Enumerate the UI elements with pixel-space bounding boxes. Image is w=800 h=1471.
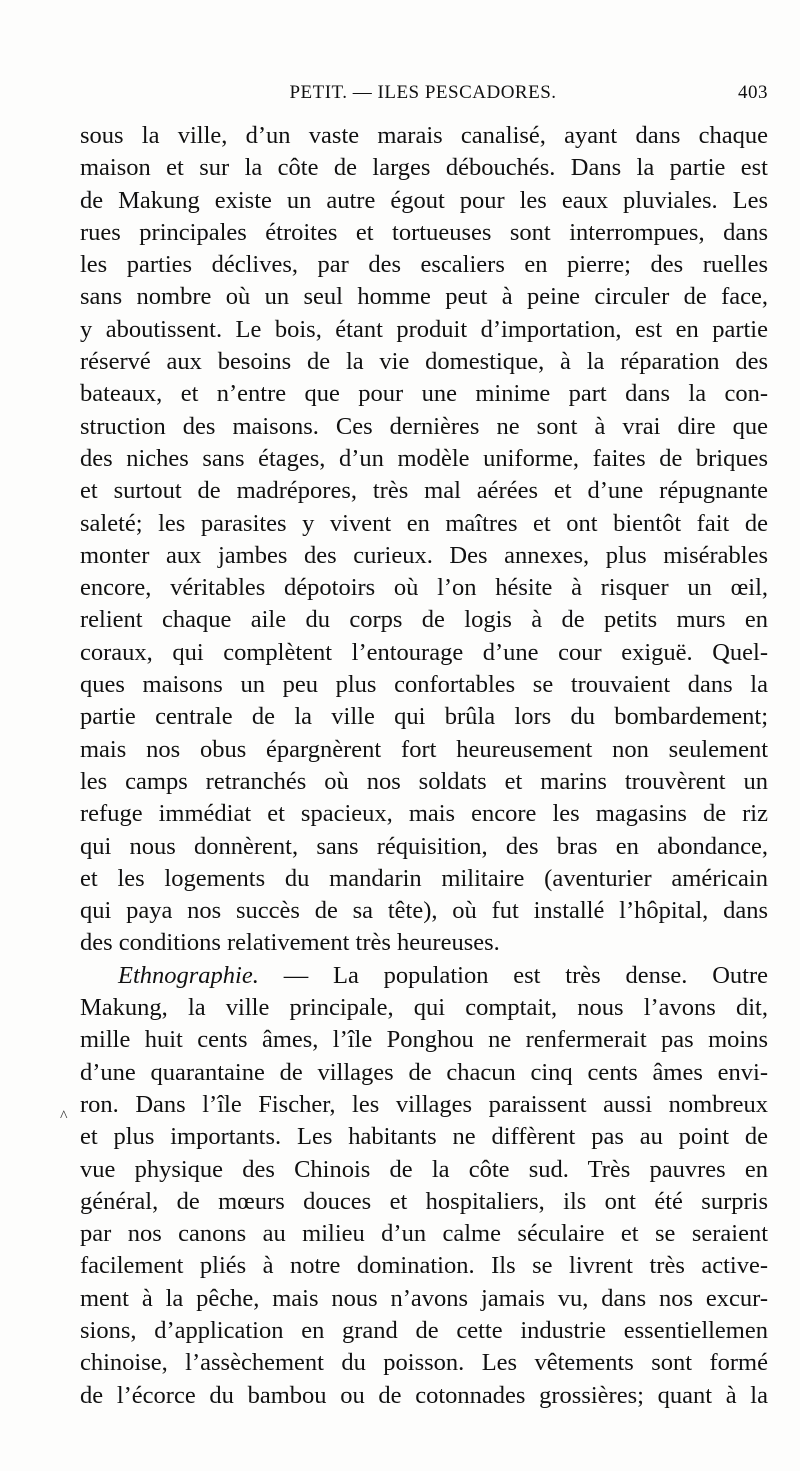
text-line: ment à la pêche, mais nous n’avons jamais vu, dans nos excur- [80,1284,768,1312]
section-heading: Ethnographie. [118,961,259,989]
text-line: des conditions relativement très heureuses. [80,929,500,957]
text-line: sans nombre où un seul homme peut à peine circuler de face, [80,283,768,311]
text-line: Makung, la ville principale, qui comptait, nous l’avons dit, [80,994,768,1022]
text-line: d’une quarantaine de villages de chacun cinq cents âmes envi- [80,1058,768,1086]
text-line: encore, véritables dépotoirs où l’on hésite à risquer un œil, [80,574,768,602]
text-line: qui paya nos succès de sa tête), où fut installé l’hôpital, dans [80,897,768,925]
text-line: maison et sur la côte de larges débouchés. Dans la partie est [80,154,768,182]
text-line: de l’écorce du bambou ou de cotonnades grossières; quant à la [80,1381,768,1409]
text-line: vue physique des Chinois de la côte sud. Très pauvres en [80,1155,768,1183]
margin-mark: ^ [60,1108,68,1125]
text-line: qui nous donnèrent, sans réquisition, des bras en abondance, [80,832,768,860]
text-line: et plus importants. Les habitants ne diffèrent pas au point de [80,1123,768,1151]
text-line: saleté; les parasites y vivent en maîtres et ont bientôt fait de [80,509,768,537]
text-line: struction des maisons. Ces dernières ne sont à vrai dire que [80,412,768,440]
text-line: ques maisons un peu plus confortables se trouvaient dans la [80,671,768,699]
text-line: les camps retranchés où nos soldats et marins trouvèrent un [80,767,768,795]
heading-rest-text: — La population est très dense. Outre [258,961,768,989]
text-line: chinoise, l’assèchement du poisson. Les vêtements sont formé [80,1349,768,1377]
text-line: ron. Dans l’île Fischer, les villages paraissent aussi nombreux [80,1090,768,1118]
running-header [78,82,768,110]
text-line: et surtout de madrépores, très mal aérées et d’une répugnante [80,477,768,505]
page-number: 403 [738,82,768,103]
text-line: général, de mœurs douces et hospitaliers, ils ont été surpris [80,1187,768,1215]
text-line: les parties déclives, par des escaliers en pierre; des ruelles [80,251,768,279]
text-line: de Makung existe un autre égout pour les eaux pluviales. Les [80,186,768,214]
text-line: monter aux jambes des curieux. Des annexes, plus misérables [80,541,768,569]
text-line: sions, d’application en grand de cette industrie essentiellemen [80,1316,768,1344]
text-line: refuge immédiat et spacieux, mais encore les magasins de riz [80,800,768,828]
text-line: y aboutissent. Le bois, étant produit d’importation, est en partie [80,315,768,343]
text-line: mille huit cents âmes, l’île Ponghou ne renfermerait pas moins [80,1026,768,1054]
text-line: relient chaque aile du corps de logis à de petits murs en [80,606,768,634]
text-line: des niches sans étages, d’un modèle uniforme, faites de briques [80,444,768,472]
text-line: bateaux, et n’entre que pour une minime part dans la con- [80,380,768,408]
text-line: partie centrale de la ville qui brûla lors du bombardement; [80,703,768,731]
text-line: coraux, qui complètent l’entourage d’une cour exiguë. Quel- [80,638,768,666]
text-line: rues principales étroites et tortueuses sont interrompues, dans [80,218,768,246]
body-text [80,120,768,1412]
text-line: par nos canons au milieu d’un calme séculaire et se seraient [80,1220,768,1248]
text-line: mais nos obus épargnèrent fort heureusement non seulement [80,735,768,763]
text-line: et les logements du mandarin militaire (aventurier américain [80,864,768,892]
paragraph-opening-line [80,960,768,992]
text-line: sous la ville, d’un vaste marais canalisé, ayant dans chaque [80,122,768,149]
running-title: PETIT. — ILES PESCADORES. [289,82,557,103]
text-line: réservé aux besoins de la vie domestique, à la réparation des [80,348,768,376]
text-line: facilement pliés à notre domination. Ils se livrent très active- [80,1252,768,1280]
